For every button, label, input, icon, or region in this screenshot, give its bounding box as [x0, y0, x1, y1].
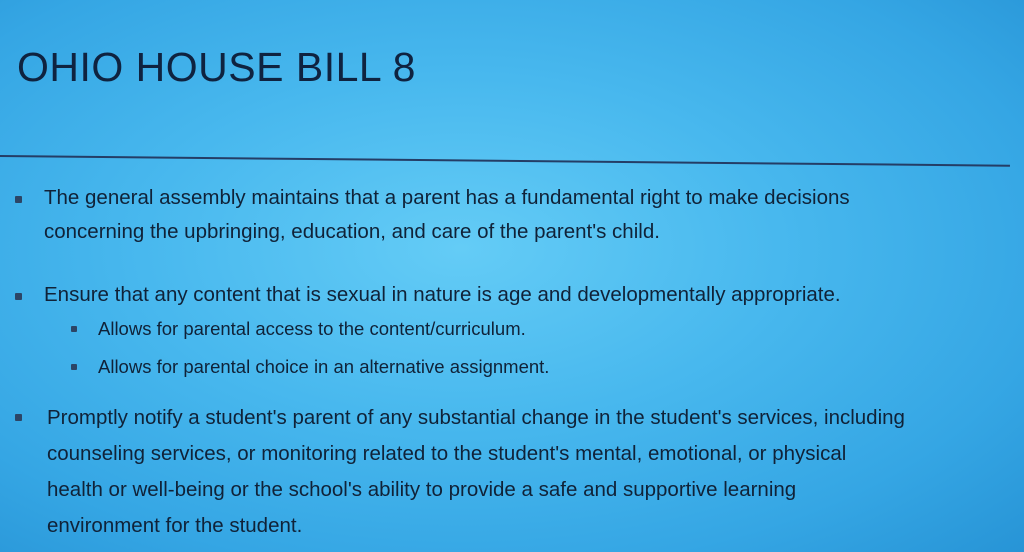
title-divider — [0, 155, 1010, 167]
bullet-icon — [15, 414, 22, 421]
bullet-text-line: health or well-being or the school's ability to provide a safe and supportive learning — [47, 478, 797, 501]
bullet-icon — [15, 293, 22, 300]
bullet-item-content-appropriate — [44, 278, 984, 312]
sub-bullet-icon — [71, 326, 77, 332]
bullet-text-line: Promptly notify a student's parent of any substantial change in the student's services, including — [47, 406, 905, 429]
bullet-icon — [15, 196, 22, 203]
sub-bullet-text: Allows for parental access to the content/curriculum. — [98, 318, 526, 339]
bullet-text-line: counseling services, or monitoring related to the student's mental, emotional, or physical — [47, 442, 847, 465]
bullet-text-line: The general assembly maintains that a parent has a fundamental right to make decisions — [44, 186, 850, 209]
bullet-text-line: Ensure that any content that is sexual in nature is age and developmentally appropriate. — [44, 283, 841, 306]
bullet-item-parent-notification — [47, 400, 1017, 544]
sub-bullet-icon — [71, 364, 77, 370]
bullet-text-line: concerning the upbringing, education, and care of the parent's child. — [44, 220, 660, 243]
sub-bullet-item-alternative-assignment — [98, 350, 978, 384]
sub-bullet-text: Allows for parental choice in an alternative assignment. — [98, 356, 550, 377]
sub-bullet-item-parental-access — [98, 312, 978, 346]
bullet-text-line: environment for the student. — [47, 514, 303, 537]
bullet-item-parental-rights — [44, 181, 984, 249]
slide-title: OHIO HOUSE BILL 8 — [17, 44, 416, 90]
